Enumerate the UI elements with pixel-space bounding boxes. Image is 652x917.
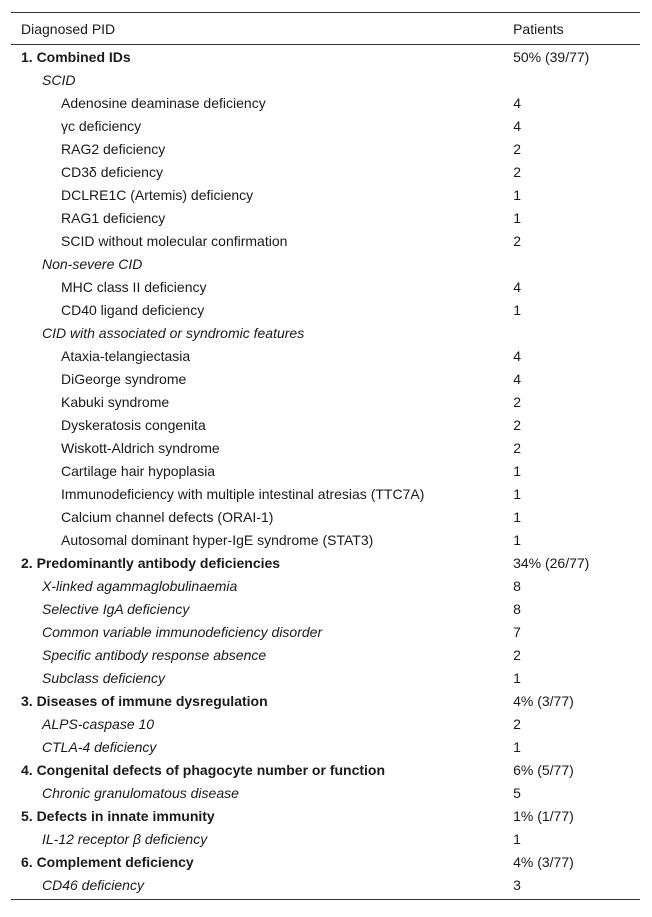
table-row: [11, 229, 640, 252]
table-row: [11, 804, 640, 827]
row-label: RAG1 deficiency: [61, 209, 166, 226]
table-row: [11, 574, 640, 597]
row-patients: 2: [513, 715, 521, 732]
row-label: Cartilage hair hypoplasia: [61, 462, 216, 479]
table-bottom-rule: [11, 899, 640, 900]
row-patients: 3: [513, 876, 521, 893]
row-patients: 4: [513, 347, 522, 364]
row-label: Common variable immunodeficiency disorder: [42, 623, 323, 640]
row-label: Chronic granulomatous disease: [42, 784, 239, 801]
row-label: 3. Diseases of immune dysregulation: [21, 692, 268, 709]
table-row: [11, 183, 640, 206]
table-row: [11, 275, 640, 298]
row-patients: 2: [513, 439, 522, 456]
table-row: [11, 91, 640, 114]
row-label: SCID: [42, 71, 76, 88]
table-row: [11, 643, 640, 666]
row-patients: 7: [513, 623, 521, 640]
row-patients: 1: [513, 830, 521, 847]
table-row: [11, 666, 640, 689]
row-patients: 2: [513, 646, 521, 663]
row-label: Dyskeratosis congenita: [61, 416, 206, 433]
table-row: [11, 137, 640, 160]
row-patients: 4: [513, 370, 522, 387]
table-row: [11, 206, 640, 229]
row-label: ALPS-caspase 10: [42, 715, 155, 732]
row-label: Immunodeficiency with multiple intestinal atresias (TTC7A): [61, 485, 425, 502]
row-label: CD46 deficiency: [42, 876, 144, 893]
table-row: [11, 367, 640, 390]
table-row: [11, 298, 640, 321]
row-label: γc deficiency: [61, 117, 142, 134]
row-patients: 2: [513, 163, 522, 180]
row-patients: 4% (3/77): [513, 692, 574, 709]
table-row: [11, 827, 640, 850]
row-label: 4. Congenital defects of phagocyte number or function: [21, 761, 386, 778]
row-patients: 1: [513, 301, 522, 318]
row-patients: 1: [513, 508, 522, 525]
row-label: CTLA-4 deficiency: [42, 738, 157, 755]
row-patients: 6% (5/77): [513, 761, 574, 778]
row-patients: 4: [513, 278, 522, 295]
table-row: [11, 505, 640, 528]
table-row: [11, 850, 640, 873]
table-row: [11, 597, 640, 620]
table-row: [11, 712, 640, 735]
table-row: [11, 160, 640, 183]
table-row: [11, 252, 640, 275]
row-patients: 1: [513, 669, 521, 686]
row-label: IL-12 receptor β deficiency: [42, 830, 208, 847]
table-row: [11, 873, 640, 896]
row-patients: 5: [513, 784, 521, 801]
table-row: [11, 758, 640, 781]
row-label: SCID without molecular confirmation: [61, 232, 288, 249]
row-patients: 8: [513, 577, 521, 594]
row-label: DiGeorge syndrome: [61, 370, 187, 387]
row-patients: 2: [513, 232, 522, 249]
row-patients: 1: [513, 186, 522, 203]
row-label: 1. Combined IDs: [21, 48, 131, 65]
table-row: [11, 413, 640, 436]
row-patients: 1: [513, 209, 522, 226]
header-patients: Patients: [513, 20, 564, 37]
row-label: CD3δ deficiency: [61, 163, 163, 180]
table-body: [11, 45, 640, 896]
row-label: Adenosine deaminase deficiency: [61, 94, 266, 111]
table-row: [11, 45, 640, 68]
table-row: [11, 459, 640, 482]
pid-table: [11, 12, 640, 900]
table-header: [11, 12, 640, 45]
row-label: Non-severe CID: [42, 255, 143, 272]
row-label: DCLRE1C (Artemis) deficiency: [61, 186, 254, 203]
row-patients: 8: [513, 600, 521, 617]
row-patients: 2: [513, 416, 522, 433]
row-patients: 34% (26/77): [513, 554, 590, 571]
row-label: 6. Complement deficiency: [21, 853, 194, 870]
header-diagnosed-pid: Diagnosed PID: [21, 20, 116, 37]
table-row: [11, 735, 640, 758]
row-label: Specific antibody response absence: [42, 646, 267, 663]
row-patients: 4% (3/77): [513, 853, 574, 870]
table-row: [11, 781, 640, 804]
table-row: [11, 620, 640, 643]
row-label: MHC class II deficiency: [61, 278, 207, 295]
row-label: Selective IgA deficiency: [42, 600, 190, 617]
row-label: X-linked agammaglobulinaemia: [42, 577, 238, 594]
row-patients: 2: [513, 393, 522, 410]
table-row: [11, 114, 640, 137]
table-row: [11, 321, 640, 344]
row-label: Calcium channel defects (ORAI-1): [61, 508, 274, 525]
row-label: 2. Predominantly antibody deficiencies: [21, 554, 281, 571]
row-patients: 1: [513, 531, 522, 548]
row-patients: 50% (39/77): [513, 48, 590, 65]
row-label: Ataxia-telangiectasia: [61, 347, 191, 364]
table-row: [11, 390, 640, 413]
row-patients: 1% (1/77): [513, 807, 574, 824]
row-label: RAG2 deficiency: [61, 140, 166, 157]
row-label: Wiskott-Aldrich syndrome: [61, 439, 220, 456]
row-label: 5. Defects in innate immunity: [21, 807, 215, 824]
row-patients: 1: [513, 738, 521, 755]
row-patients: 2: [513, 140, 522, 157]
row-label: Subclass deficiency: [42, 669, 165, 686]
table-row: [11, 344, 640, 367]
table-row: [11, 528, 640, 551]
table-row: [11, 436, 640, 459]
row-patients: 1: [513, 485, 522, 502]
row-label: CID with associated or syndromic features: [42, 324, 305, 341]
table-row: [11, 482, 640, 505]
row-label: CD40 ligand deficiency: [61, 301, 205, 318]
table-row: [11, 551, 640, 574]
row-label: Kabuki syndrome: [61, 393, 170, 410]
row-patients: 4: [513, 94, 522, 111]
table-row: [11, 689, 640, 712]
row-label: Autosomal dominant hyper-IgE syndrome (STAT3): [61, 531, 374, 548]
row-patients: 4: [513, 117, 522, 134]
table-row: [11, 68, 640, 91]
row-patients: 1: [513, 462, 522, 479]
